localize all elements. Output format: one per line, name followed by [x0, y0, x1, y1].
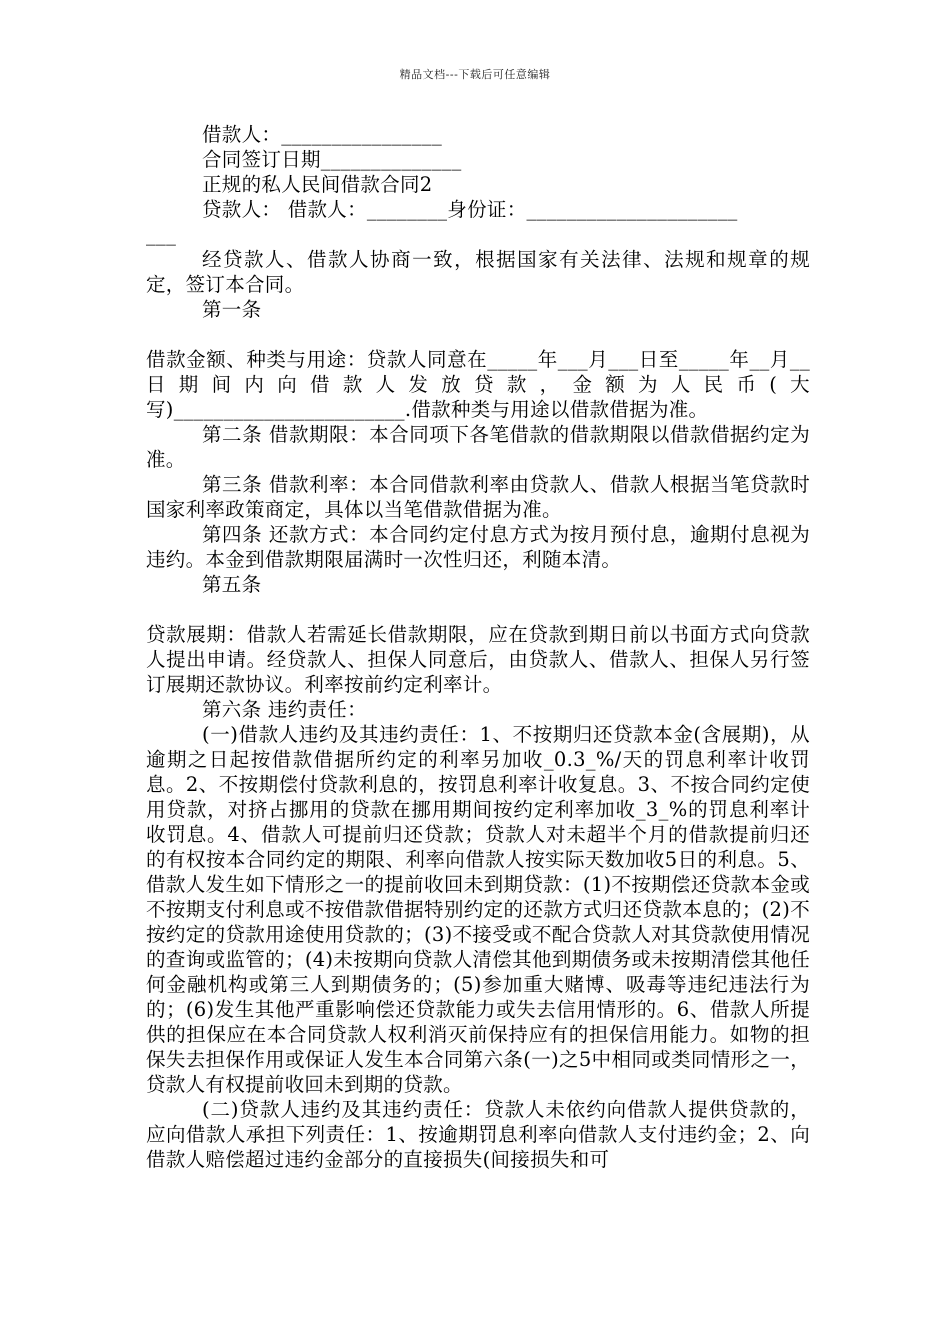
- article-1-title: 第一条: [202, 298, 262, 321]
- article-4: 第四条 还款方式：本合同约定付息方式为按月预付息，逾期付息视为违约。本金到借款期限届满时一次性归还，利随本清。: [146, 523, 810, 571]
- contract-title: 正规的私人民间借款合同2: [202, 173, 433, 196]
- article-2: 第二条 借款期限：本合同项下各笔借款的借款期限以借款借据约定为准。: [146, 423, 810, 471]
- article-5-title: 第五条: [202, 573, 262, 596]
- borrower-line: 借款人：________________: [202, 123, 442, 146]
- parties-line-overflow: ___: [146, 223, 177, 246]
- article-6-borrower-liability: (一)借款人违约及其违约责任：1、不按期归还贷款本金(含展期)，从逾期之日起按借款借据所约定的利率另加收_0.3_%/天的罚息利率计收罚息。2、不按期偿付贷款利息的，按罚息利率计收复息。3、不按合同约定使用贷款，对挤占挪用的贷款在挪用期间按约定利率加收_3_%的罚息利率计收罚息。4、借款人可提前归还贷款；贷款人对未超半个月的借款提前归还的有权按本合同约定的期限、利率向借款人按实际天数加收5日的利息。5、借款人发生如下情形之一的提前收回未到期贷款：(1)不按期偿还贷款本金或不按期支付利息或不按借款借据特别约定的还款方式归还贷款本息的；(2)不按约定的贷款用途使用贷款的；(3)不接受或不配合贷款人对其贷款使用情况的查询或监管的；(4)未按期向贷款人清偿其他到期债务或未按期清偿其他任何金融机构或第三人到期债务的；(5)参加重大赌博、吸毒等违纪违法行为的；(6)发生其他严重影响偿还贷款能力或失去信用情形的。6、借款人所提供的担保应在本合同贷款人权利消灭前保持应有的担保信用能力。如物的担保失去担保作用或保证人发生本合同第六条(一)之5中相同或类同情形之一，贷款人有权提前收回未到期的贷款。: [146, 723, 810, 1096]
- intro-paragraph: 经贷款人、借款人协商一致，根据国家有关法律、法规和规章的规定，签订本合同。: [146, 248, 810, 296]
- document-body: [146, 122, 810, 1172]
- page-header: 精品文档---下载后可任意编辑: [399, 68, 551, 81]
- parties-line: 贷款人： 借款人：________身份证：_____________________: [202, 198, 738, 221]
- article-1-body: 借款金额、种类与用途：贷款人同意在_____年___月___日至_____年__月__日期间内向借款人发放贷款，金额为人民币(大写)_______________________.借款种类与用途以借款借据为准。: [146, 348, 810, 421]
- article-3: 第三条 借款利率：本合同借款利率由贷款人、借款人根据当笔贷款时国家利率政策商定，具体以当笔借款借据为准。: [146, 473, 810, 521]
- article-6-lender-liability: (二)贷款人违约及其违约责任：贷款人未依约向借款人提供贷款的，应向借款人承担下列责任：1、按逾期罚息利率向借款人支付违约金；2、向借款人赔偿超过违约金部分的直接损失(间接损失和可: [146, 1098, 810, 1171]
- article-5-body: 贷款展期：借款人若需延长借款期限，应在贷款到期日前以书面方式向贷款人提出申请。经贷款人、担保人同意后，由贷款人、借款人、担保人另行签订展期还款协议。利率按前约定利率计。: [146, 623, 810, 696]
- article-6-title: 第六条 违约责任：: [202, 698, 367, 721]
- signing-date-line: 合同签订日期______________: [202, 148, 462, 171]
